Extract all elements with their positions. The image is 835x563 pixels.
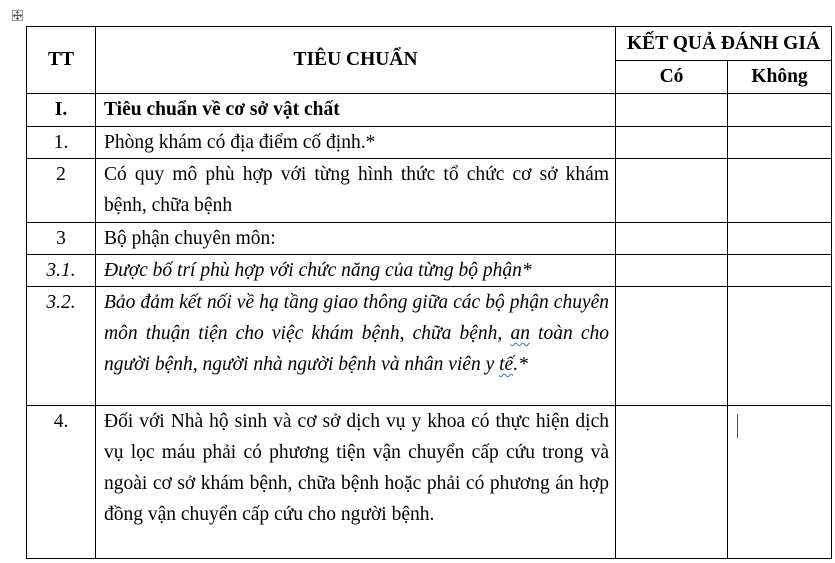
no-cell[interactable] <box>728 406 832 559</box>
spelling-flagged-word[interactable]: an <box>510 323 530 344</box>
criteria-text-part: Bảo đảm kết nối về hạ tầng giao thông giữa các bộ phận chuyên môn thuận tiện cho việc khám bệnh, chữa bệnh, <box>104 292 609 344</box>
no-cell[interactable] <box>728 94 832 127</box>
criteria-text: Phòng khám có địa điểm cố định.* <box>96 127 616 159</box>
criteria-text: Được bố trí phù hợp với chức năng của từng bộ phận* <box>96 255 616 287</box>
table-row <box>27 223 832 255</box>
criteria-text-part: .* <box>513 354 528 375</box>
yes-cell[interactable] <box>616 223 728 255</box>
no-cell[interactable] <box>728 255 832 287</box>
header-row <box>27 27 832 61</box>
no-cell[interactable] <box>728 223 832 255</box>
criteria-text: Bộ phận chuyên môn: <box>96 223 616 255</box>
yes-cell[interactable] <box>616 127 728 159</box>
yes-cell[interactable] <box>616 94 728 127</box>
no-cell[interactable] <box>728 127 832 159</box>
header-no: Không <box>728 61 832 94</box>
yes-cell[interactable] <box>616 287 728 406</box>
spelling-flagged-word[interactable]: tế <box>499 354 514 375</box>
criteria-text: Tiêu chuẩn về cơ sở vật chất <box>96 94 616 127</box>
table-row <box>27 255 832 287</box>
criteria-text <box>96 287 616 406</box>
table-row <box>27 127 832 159</box>
row-number: 3.2. <box>27 287 96 406</box>
yes-cell[interactable] <box>616 406 728 559</box>
no-cell[interactable] <box>728 159 832 223</box>
table-row <box>27 159 832 223</box>
yes-cell[interactable] <box>616 159 728 223</box>
criteria-text-part: toàn cho người bệnh, người nhà người bệnh và nhân viên y <box>104 323 609 375</box>
criteria-table <box>26 26 832 559</box>
row-number: 4. <box>27 406 96 559</box>
row-number: 3 <box>27 223 96 255</box>
header-tt: TT <box>27 27 96 94</box>
row-number: 3.1. <box>27 255 96 287</box>
header-criteria: TIÊU CHUẨN <box>96 27 616 94</box>
row-number: I. <box>27 94 96 127</box>
table-row <box>27 94 832 127</box>
text-cursor <box>737 414 738 438</box>
table-row <box>27 406 832 559</box>
header-result: KẾT QUẢ ĐÁNH GIÁ <box>616 27 832 61</box>
no-cell[interactable] <box>728 287 832 406</box>
table-move-handle-icon[interactable] <box>12 10 23 21</box>
table-row <box>27 287 832 406</box>
yes-cell[interactable] <box>616 255 728 287</box>
criteria-text: Đối với Nhà hộ sinh và cơ sở dịch vụ y khoa có thực hiện dịch vụ lọc máu phải có phương tiện vận chuyển cấp cứu trong và ngoài cơ sở khám bệnh, chữa bệnh hoặc phải có phương án hợp đồng vận chuyển cấp cứu cho người bệnh. <box>96 406 616 559</box>
criteria-text: Có quy mô phù hợp với từng hình thức tổ chức cơ sở khám bệnh, chữa bệnh <box>96 159 616 223</box>
row-number: 2 <box>27 159 96 223</box>
header-yes: Có <box>616 61 728 94</box>
row-number: 1. <box>27 127 96 159</box>
